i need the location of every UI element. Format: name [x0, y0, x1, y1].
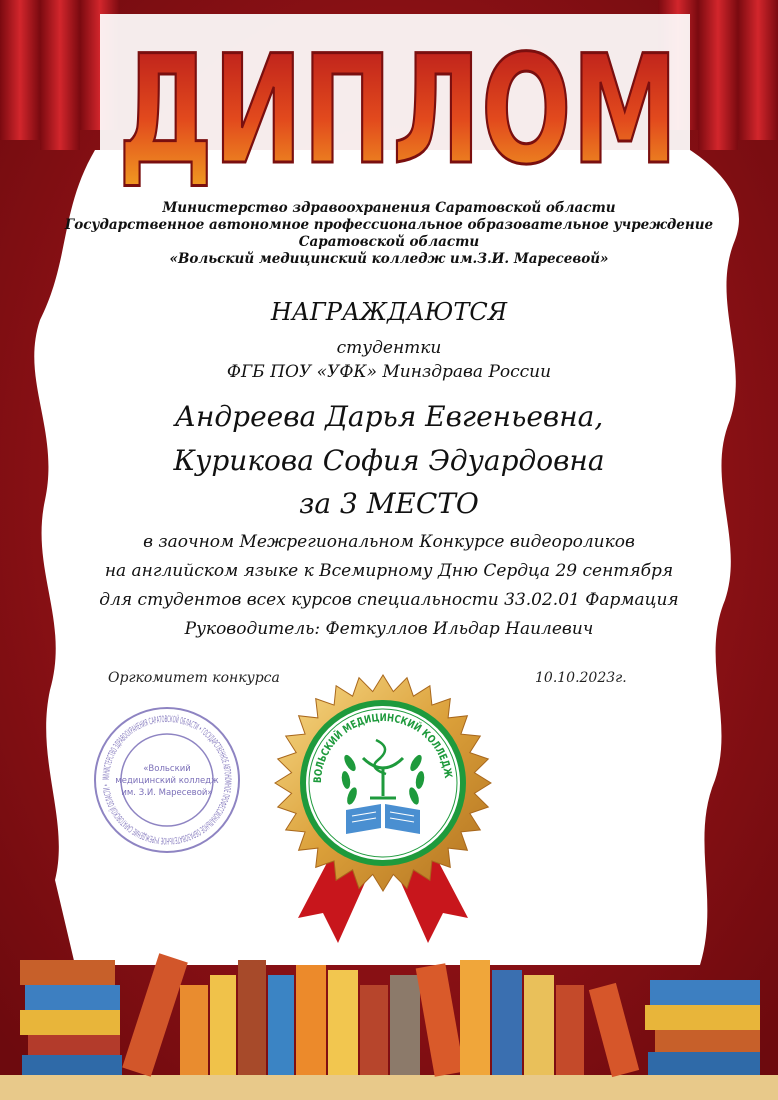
recipient-role: студентки [336, 338, 442, 358]
stamp-center-line: им. З.И. Маресевой» [121, 788, 213, 798]
diploma-title-text: ДИПЛОМ [118, 24, 678, 192]
description-line: Руководитель: Феткуллов Ильдар Наилевич [184, 619, 594, 639]
description-line: для студентов всех курсов специальности 33.02.01 Фармация [99, 590, 679, 610]
medal-ring-text: ВОЛЬСКИЙ МЕДИЦИНСКИЙ КОЛЛЕДЖ [311, 711, 455, 784]
diploma-date: 10.10.2023г. [535, 670, 627, 686]
recipient-org: ФГБ ПОУ «УФК» Минздрава России [226, 362, 552, 382]
recipient-name-2: Курикова София Эдуардовна [173, 444, 605, 477]
recipient-name-1: Андреева Дарья Евгеньевна, [174, 400, 604, 433]
college-medal [268, 668, 498, 948]
stamp-center-line: медицинский колледж [115, 776, 219, 786]
description-line: на английском языке к Всемирному Дню Сердца 29 сентября [104, 561, 674, 581]
issuer-line: Министерство здравоохранения Саратовской области [162, 200, 616, 216]
issuer-line: «Вольский медицинский колледж им.З.И. Маресевой» [169, 251, 609, 267]
official-stamp [92, 705, 242, 855]
issuer-line: Саратовской области [298, 234, 480, 250]
award-heading: НАГРАЖДАЮТСЯ [270, 298, 508, 326]
diploma-title [108, 12, 688, 192]
description-line: в заочном Межрегиональном Конкурсе видеороликов [143, 532, 635, 552]
issuer-line: Государственное автономное профессиональное образовательное учреждение [64, 217, 714, 233]
stamp-center-line: «Вольский [143, 764, 191, 774]
stamp-ring-text: МИНИСТЕРСТВО ЗДРАВООХРАНЕНИЯ САРАТОВСКОЙ ОБЛАСТИ • ГОСУДАРСТВЕННОЕ АВТОНОМНОЕ ПРОФЕССИОНАЛЬНОЕ ОБРАЗОВАТЕЛЬНОЕ УЧРЕЖДЕНИЕ САРАТОВСКОЙ ОБЛАСТИ • [101, 714, 233, 846]
description-block [0, 528, 778, 644]
committee-label: Оргкомитет конкурса [108, 670, 280, 686]
place-text: за 3 МЕСТО [299, 487, 479, 520]
issuer-block [0, 200, 778, 268]
